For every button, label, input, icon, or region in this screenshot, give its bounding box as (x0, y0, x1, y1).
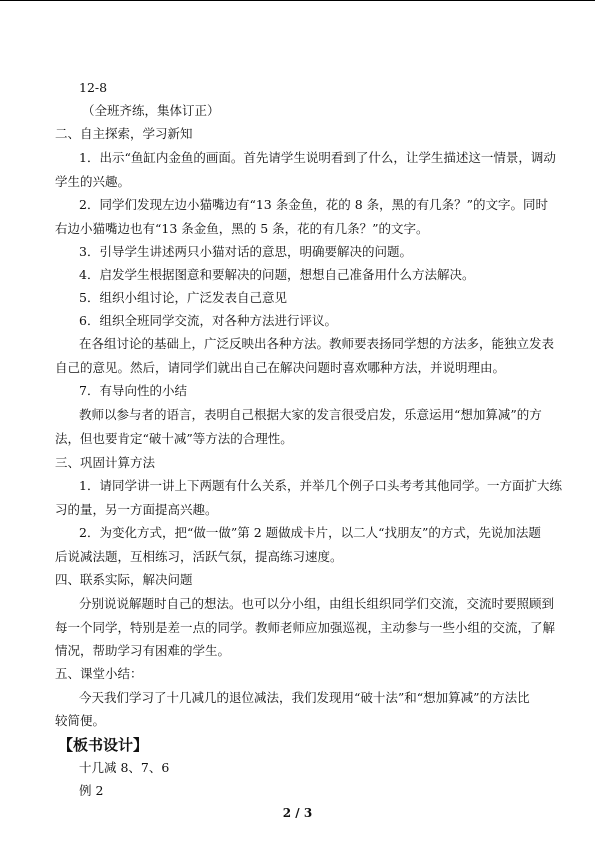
text-line: 1．请同学讲一讲上下两题有什么关系，并举几个例子口头考考其他同学。一方面扩大练 (79, 478, 562, 493)
section-heading-5: 五、课堂小结： (55, 666, 143, 681)
board-line: 十几减 8、7、6 (79, 760, 170, 775)
top-border-line (0, 0, 595, 1)
text-line: 1．出示“鱼缸内金鱼的画面。首先请学生说明看到了什么，让学生描述这一情景，调动 (79, 150, 556, 165)
board-line: 例 2 (79, 783, 104, 798)
text-line: 今天我们学习了十几减几的退位减法，我们发现用“破十法”和“想加算减”的方法比 (79, 690, 530, 705)
text-line: 法，但也要肯定“破十减”等方法的合理性。 (55, 431, 293, 446)
text-line: 12-8 (79, 80, 108, 95)
text-line: 学生的兴趣。 (55, 174, 131, 189)
text-line: 6．组织全班同学交流，对各种方法进行评议。 (79, 313, 337, 328)
text-line: （全班齐练，集体订正） (82, 103, 220, 118)
text-line: 自己的意见。然后，请同学们就出自己在解决问题时喜欢哪种方法，并说明理由。 (55, 360, 506, 375)
text-line: 教师以参与者的语言，表明自己根据大家的发言很受启发，乐意运用“想加算减”的方 (79, 407, 542, 422)
text-line: 后说减法题，互相练习，活跃气氛，提高练习速度。 (55, 549, 343, 564)
text-line: 分别说说解题时自己的想法。也可以分小组，由组长组织同学们交流，交流时要照顾到 (79, 596, 555, 611)
section-heading-4: 四、联系实际，解决问题 (55, 572, 193, 587)
text-line: 2．为变化方式，把“做一做”第 2 题做成卡片，以二人“找朋友”的方式，先说加法题 (79, 525, 541, 540)
text-line: 5．组织小组讨论，广泛发表自己意见 (79, 290, 287, 305)
text-line: 情况，帮助学习有困难的学生。 (55, 643, 231, 658)
text-line: 7．有导向性的小结 (79, 383, 187, 398)
text-line: 右边小猫嘴边也有“13 条金鱼，黑的 5 条，花的有几条？”的文字。 (55, 221, 429, 236)
page-number: 2 / 3 (282, 806, 313, 820)
section-heading-2: 二、自主探索，学习新知 (55, 126, 193, 141)
section-heading-3: 三、巩固计算方法 (55, 455, 156, 470)
text-line: 每一个同学，特别是差一点的同学。教师老师应加强巡视，主动参与一些小组的交流，了解 (55, 620, 556, 635)
text-line: 较简便。 (55, 713, 106, 728)
text-line: 3．引导学生讲述两只小猫对话的意思，明确要解决的问题。 (79, 244, 412, 259)
text-line: 2．同学们发现左边小猫嘴边有“13 条金鱼，花的 8 条，黑的有几条？”的文字。同时 (79, 197, 549, 212)
text-line: 习的量，另一方面提高兴趣。 (55, 502, 218, 517)
board-design-heading: 【板书设计】 (58, 736, 149, 754)
text-line: 在各组讨论的基础上，广泛反映出各种方法。教师要表扬同学想的方法多，能独立发表 (79, 336, 555, 351)
text-line: 4．启发学生根据图意和要解决的问题，想想自己准备用什么方法解决。 (79, 267, 475, 282)
